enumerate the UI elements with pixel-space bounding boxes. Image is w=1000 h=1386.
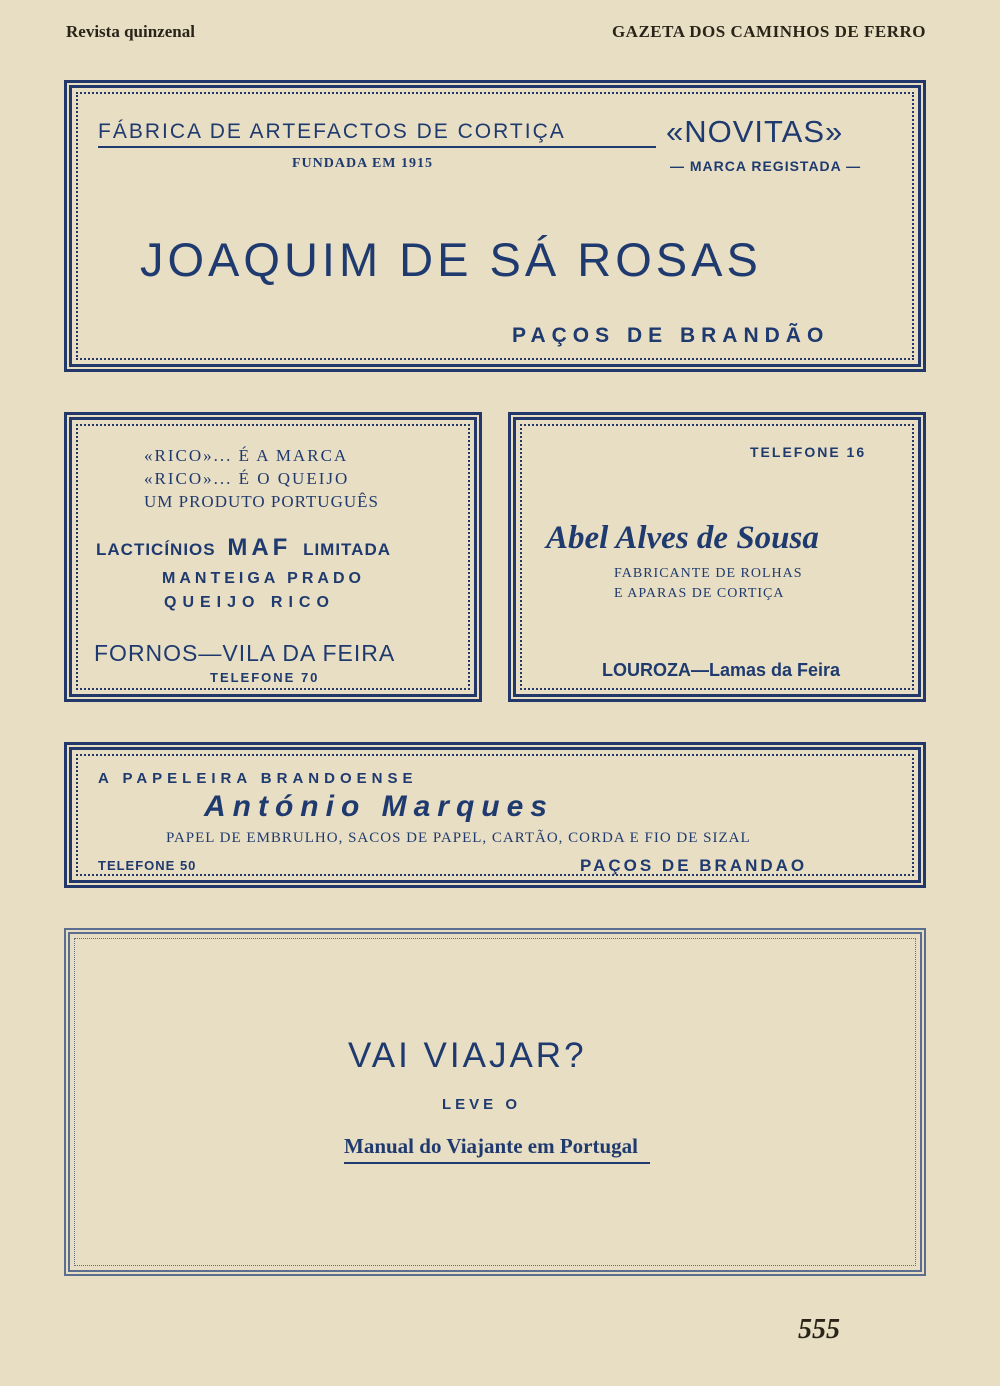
maf-product-butter: MANTEIGA PRADO bbox=[162, 570, 365, 587]
maf-product-cheese: QUEIJO RICO bbox=[164, 594, 335, 611]
brand-name: «NOVITAS» bbox=[666, 114, 844, 149]
viajar-manual-underline bbox=[344, 1162, 650, 1164]
factory-title: FÁBRICA DE ARTEFACTOS DE CORTIÇA bbox=[98, 120, 566, 143]
ad-vai-viajar bbox=[64, 928, 926, 1276]
rico-line-2: «RICO»... É O QUEIJO bbox=[144, 469, 350, 488]
viajar-manual-title: Manual do Viajante em Portugal bbox=[344, 1134, 638, 1158]
ad-antonio-marques bbox=[64, 742, 926, 888]
company-location: PAÇOS DE BRANDÃO bbox=[512, 324, 830, 347]
marques-name: António Marques bbox=[204, 790, 554, 823]
sousa-line-1: FABRICANTE DE ROLHAS bbox=[614, 566, 803, 581]
founded-year: FUNDADA EM 1915 bbox=[292, 156, 433, 171]
ad-maf-lacticinios bbox=[64, 412, 482, 702]
running-header-right: GAZETA DOS CAMINHOS DE FERRO bbox=[611, 22, 926, 41]
sousa-location: LOUROZA—Lamas da Feira bbox=[602, 660, 841, 680]
maf-company-name bbox=[96, 534, 391, 562]
registered-trademark: — MARCA REGISTADA — bbox=[670, 158, 862, 174]
maf-company-suffix: LIMITADA bbox=[303, 540, 392, 559]
marques-company: A PAPELEIRA BRANDOENSE bbox=[98, 770, 418, 787]
page-number: 555 bbox=[798, 1314, 840, 1345]
sousa-line-2: E APARAS DE CORTIÇA bbox=[614, 586, 785, 601]
maf-location: FORNOS—VILA DA FEIRA bbox=[94, 640, 396, 666]
ad-joaquim-de-sa-rosas bbox=[64, 80, 926, 372]
sousa-name: Abel Alves de Sousa bbox=[546, 520, 819, 556]
marques-products: PAPEL DE EMBRULHO, SACOS DE PAPEL, CARTÃO, CORDA E FIO DE SIZAL bbox=[166, 830, 751, 846]
maf-phone: TELEFONE 70 bbox=[210, 670, 320, 685]
viajar-headline: VAI VIAJAR? bbox=[348, 1036, 587, 1075]
marques-phone: TELEFONE 50 bbox=[98, 858, 197, 873]
ad-abel-alves-de-sousa bbox=[508, 412, 926, 702]
viajar-take: LEVE O bbox=[442, 1096, 522, 1113]
rico-line-3: UM PRODUTO PORTUGUÊS bbox=[144, 492, 379, 511]
sousa-phone: TELEFONE 16 bbox=[750, 444, 867, 460]
maf-company-brand: MAF bbox=[227, 534, 292, 561]
maf-company-prefix: LACTICÍNIOS bbox=[96, 540, 216, 559]
marques-location: PAÇOS DE BRANDAO bbox=[580, 856, 808, 875]
company-name: JOAQUIM DE SÁ ROSAS bbox=[140, 233, 762, 286]
rico-line-1: «RICO»... É A MARCA bbox=[144, 446, 349, 465]
factory-title-underline bbox=[98, 146, 656, 148]
running-header-left: Revista quinzenal bbox=[66, 22, 195, 41]
